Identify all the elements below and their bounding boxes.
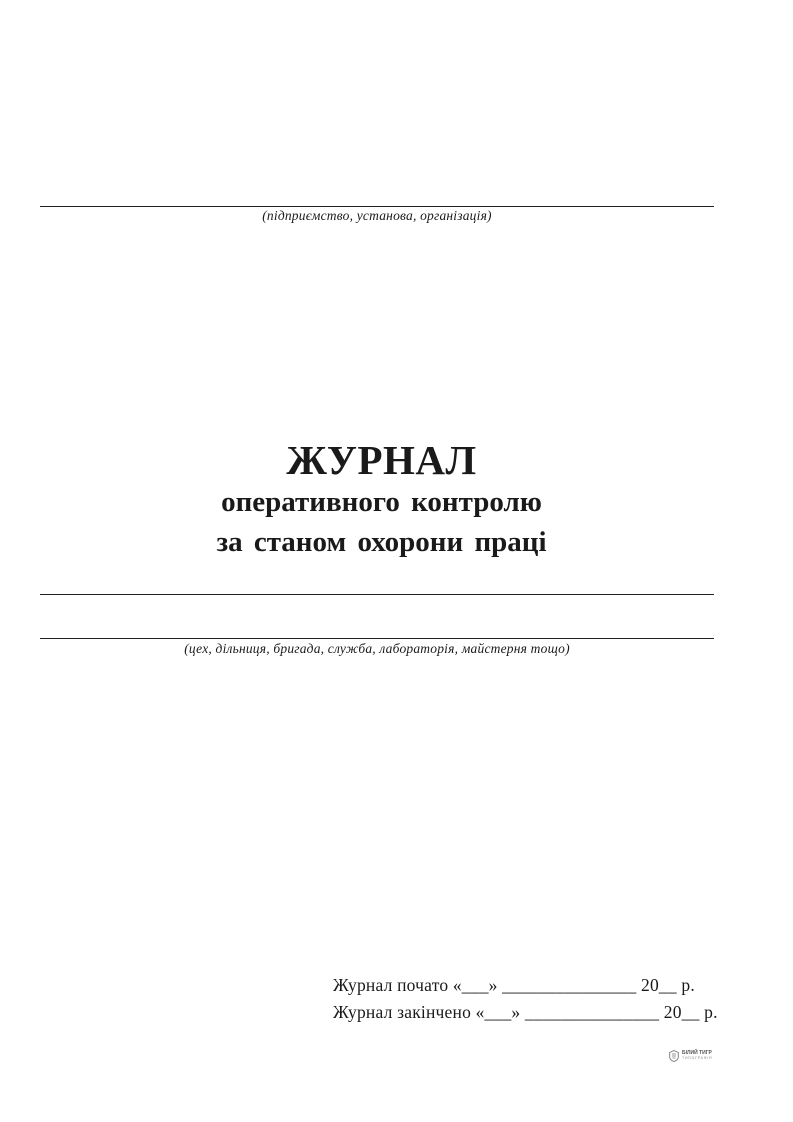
organization-caption: (підприємство, установа, організація) [262,208,492,223]
document-title: ЖУРНАЛ [286,437,477,483]
department-fill-line-2 [40,638,714,639]
publisher-logo [669,1050,712,1062]
organization-fill-line [40,206,714,207]
department-caption: (цех, дільниця, бригада, служба, лабораторія, майстерня тощо) [184,641,570,656]
document-subtitle-line2: за станом охорони праці [216,526,547,558]
tiger-icon [669,1050,679,1062]
journal-finished-line: Журнал закінчено «___» _______________ 20__ р. [333,1002,718,1022]
department-fill-line-1 [40,594,714,595]
document-subtitle-line1: оперативного контролю [221,486,542,518]
publisher-name: БІЛИЙ ТИГР [682,1050,712,1056]
journal-started-line: Журнал почато «___» _______________ 20__ р. [333,975,695,995]
publisher-subtitle: ТИПОГРАФІЯ [682,1056,713,1060]
